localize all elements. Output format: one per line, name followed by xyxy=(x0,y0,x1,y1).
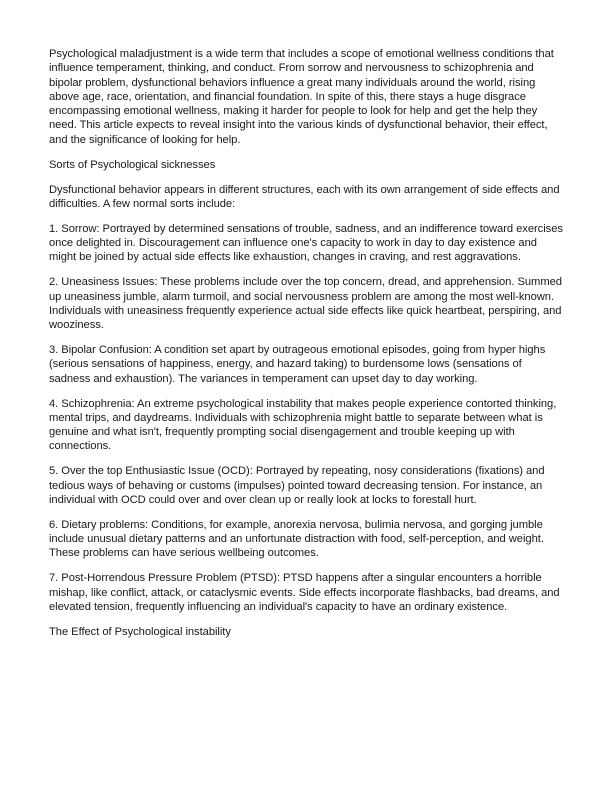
list-item-ptsd: 7. Post-Horrendous Pressure Problem (PTSD): PTSD happens after a singular encounters a horrible mishap, like conflict, attack, or cataclysmic events. Side effects incorporate flashbacks, bad dreams, and elevated tension, frequently influencing an individual's capacity to have an ordinary existence. xyxy=(49,572,560,613)
section-intro-paragraph: Dysfunctional behavior appears in different structures, each with its own arrangement of side effects and difficulties. A few normal sorts include: xyxy=(49,183,560,210)
list-item-ocd: 5. Over the top Enthusiastic Issue (OCD): Portrayed by repeating, nosy considerations (fixations) and tedious ways of behaving or customs (impulses) pointed toward decreasing tension. For instance, an individual with OCD could over and over clean up or really look at locks to forestall hurt. xyxy=(49,465,545,506)
list-item-bipolar: 3. Bipolar Confusion: A condition set apart by outrageous emotional episodes, going from hyper highs (serious sensations of happiness, energy, and hazard taking) to burdensome lows (sensations of sadness and exhaustion). The variances in temperament can upset day to day working. xyxy=(49,344,546,385)
section-heading-types: Sorts of Psychological sicknesses xyxy=(49,158,216,171)
section-heading-effect: The Effect of Psychological instability xyxy=(49,625,231,638)
list-item-schizophrenia: 4. Schizophrenia: An extreme psychological instability that makes people experience contorted thinking, mental trips, and daydreams. Individuals with schizophrenia might battle to separate between what is genuine and what isn't, frequently prompting social disengagement and trouble keeping up with connections. xyxy=(49,397,557,453)
list-item-anxiety: 2. Uneasiness Issues: These problems include over the top concern, dread, and apprehension. Summed up uneasiness jumble, alarm turmoil, and social nervousness problem are among the most well-known. Individuals with uneasiness frequently experience actual side effects like quick heartbeat, perspiring, and wooziness. xyxy=(49,276,562,332)
list-item-eating-disorders: 6. Dietary problems: Conditions, for example, anorexia nervosa, bulimia nervosa, and gorging jumble include unusual dietary patterns and an unfortunate distraction with food, self-perception, and weight. These problems can have serious wellbeing outcomes. xyxy=(49,518,544,560)
list-item-depression: 1. Sorrow: Portrayed by determined sensations of trouble, sadness, and an indifference toward exercises once delighted in. Discouragement can influence one's capacity to work in day to day existence and might be joined by actual side effects like exhaustion, changes in craving, and rest aggravations. xyxy=(49,222,563,264)
intro-paragraph: Psychological maladjustment is a wide term that includes a scope of emotional wellness conditions that influence temperament, thinking, and conduct. From sorrow and nervousness to schizophrenia and bipolar problem, dysfunctional behaviors influence a great many individuals around the world, rising above age, race, orientation, and financial foundation. In spite of this, there stays a huge disgrace encompassing emotional wellness, making it harder for people to look for help and get the help they need. This article expects to reveal insight into the various kinds of dysfunctional behavior, their effect, and the significance of looking for help. xyxy=(49,48,554,146)
document-page xyxy=(49,47,564,650)
